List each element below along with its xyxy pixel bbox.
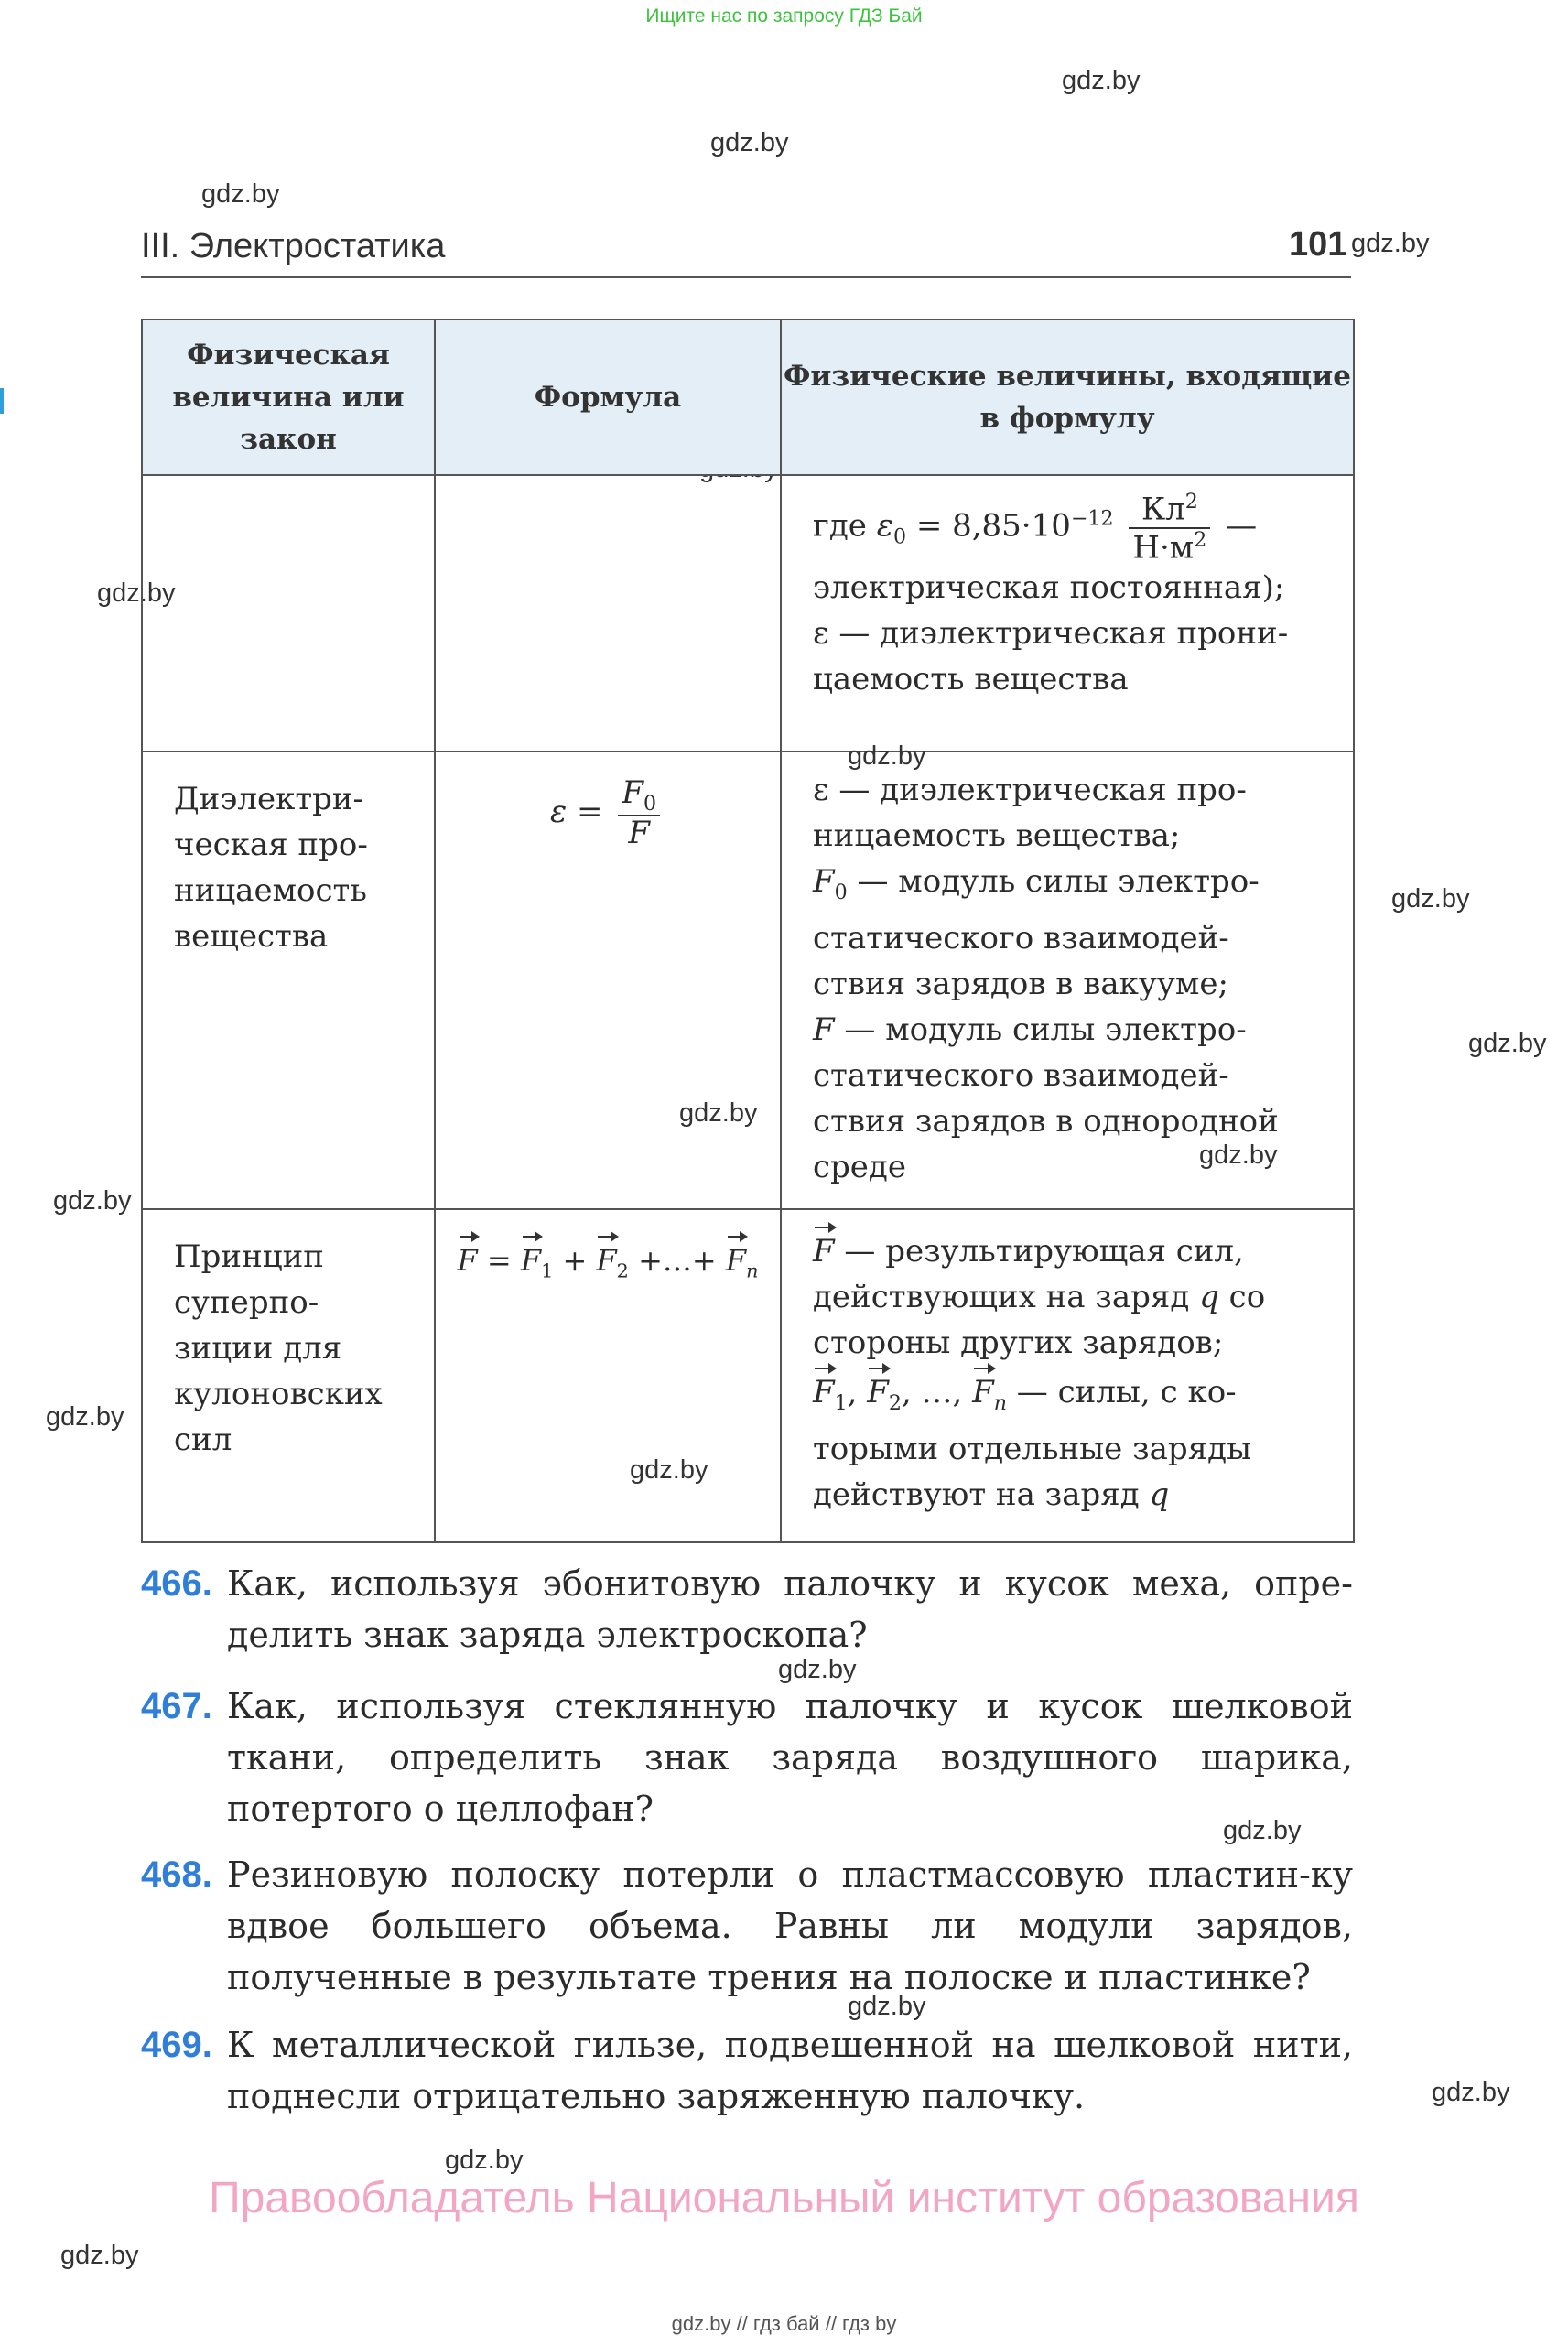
- task-468: [141, 1849, 1353, 2003]
- watermark: gdz.by: [97, 578, 176, 608]
- permittivity-fraction: $\frac{F_0}{F}$: [618, 776, 660, 850]
- task-number: 467.: [141, 1686, 212, 1726]
- table-row: [142, 1209, 1354, 1542]
- cell-formula: ε = $\frac{F_0}{F}$: [435, 751, 781, 1209]
- bottom-nav-links[interactable]: gdz.by // гдз бай // гдз by: [671, 2312, 897, 2335]
- header-rule: [141, 276, 1351, 278]
- watermark: gdz.by: [1351, 229, 1430, 258]
- section-title: III. Электростатика: [141, 227, 446, 265]
- formula-table: [141, 319, 1355, 1543]
- watermark: gdz.by: [1199, 1141, 1278, 1170]
- header-formula: Формула: [435, 319, 781, 475]
- task-text: Как, используя эбонитовую палочку и кусок меха, опре-делить знак заряда электроскопа?: [227, 1563, 1353, 1655]
- table-header-row: [142, 319, 1354, 475]
- task-text: Как, используя стеклянную палочку и кусок шелковой ткани, определить знак заряда воздушного шарика, потертого о целлофан?: [227, 1686, 1353, 1829]
- task-466: [141, 1558, 1353, 1660]
- watermark: gdz.by: [679, 1098, 758, 1128]
- cell-description: [781, 475, 1354, 751]
- cell-quantity: Диэлектри- ческая про- ницаемость вещества: [142, 751, 435, 1209]
- task-number: 469.: [141, 2025, 212, 2065]
- task-number: 468.: [141, 1854, 212, 1895]
- cell-quantity: Принцип суперпо- зиции для кулоновских сил: [142, 1209, 435, 1542]
- cell-formula: $F = F_1 + F_2$ +…+ $F_n$: [435, 1209, 781, 1542]
- top-search-note[interactable]: Ищите нас по запросу ГДЗ Бай: [645, 5, 923, 27]
- watermark: gdz.by: [710, 128, 789, 157]
- task-text: К металлической гильзе, подвешенной на шелковой нити, поднесли отрицательно заряженную палочку.: [227, 2025, 1353, 2116]
- table-row: [142, 751, 1354, 1209]
- task-number: 466.: [141, 1563, 212, 1604]
- watermark: gdz.by: [46, 1402, 124, 1432]
- copyright-holder: Правообладатель Национальный институт образования: [209, 2174, 1359, 2222]
- header-quantity: Физическая величина или закон: [142, 319, 435, 475]
- task-467: [141, 1681, 1353, 1834]
- eps0-definition: где $\varepsilon_0 = 8,85\cdot 10^{-12}$ $\frac{Кл^2}{Н\cdot м^2}$ —: [813, 490, 1258, 567]
- table-row: [142, 475, 1354, 751]
- task-469: [141, 2019, 1353, 2122]
- watermark: gdz.by: [445, 2146, 524, 2175]
- left-edge-marker: [0, 388, 4, 414]
- watermark: gdz.by: [778, 1655, 857, 1684]
- watermark: gdz.by: [848, 1992, 926, 2021]
- watermark: gdz.by: [201, 179, 280, 209]
- watermark: gdz.by: [1223, 1816, 1302, 1845]
- watermark: gdz.by: [1432, 2078, 1510, 2107]
- cell-formula-empty: [435, 475, 781, 751]
- watermark: gdz.by: [53, 1186, 132, 1216]
- watermark: gdz.by: [848, 741, 926, 771]
- cell-quantity-empty: [142, 475, 435, 751]
- page-number: 101: [1289, 225, 1347, 264]
- watermark: gdz.by: [1062, 66, 1141, 95]
- eps0-description: электрическая постоянная); ε — диэлектрическая прони- цаемость вещества: [813, 569, 1289, 698]
- watermark: gdz.by: [630, 1455, 708, 1485]
- task-text: Резиновую полоску потерли о пластмассовую пластин-ку вдвое большего объема. Равны ли модули зарядов, полученные в результате трения на полоске и пластинке?: [227, 1854, 1353, 1997]
- unit-fraction: $\frac{Кл^2}{Н\cdot м^2}$: [1129, 491, 1210, 565]
- cell-description: F — результирующая сил, действующих на заряд q со стороны других зарядов; $F_1$, $F_2$, …, $F_n$ — силы, с ко- торыми отдельные заряды действуют на заряд q: [781, 1209, 1354, 1542]
- header-quantities-in-formula: Физические величины, входящие в формулу: [781, 319, 1354, 475]
- watermark: gdz.by: [1468, 1029, 1547, 1058]
- watermark: gdz.by: [1391, 884, 1470, 914]
- watermark: gdz.by: [60, 2241, 139, 2270]
- cell-description: ε — диэлектрическая про- ницаемость вещества; $F_0$ — модуль силы электро- статического взаимодей- ствия зарядов в вакууме; F — модуль силы электро- статического взаимодей- ствия зарядов в однородной среде: [781, 751, 1354, 1209]
